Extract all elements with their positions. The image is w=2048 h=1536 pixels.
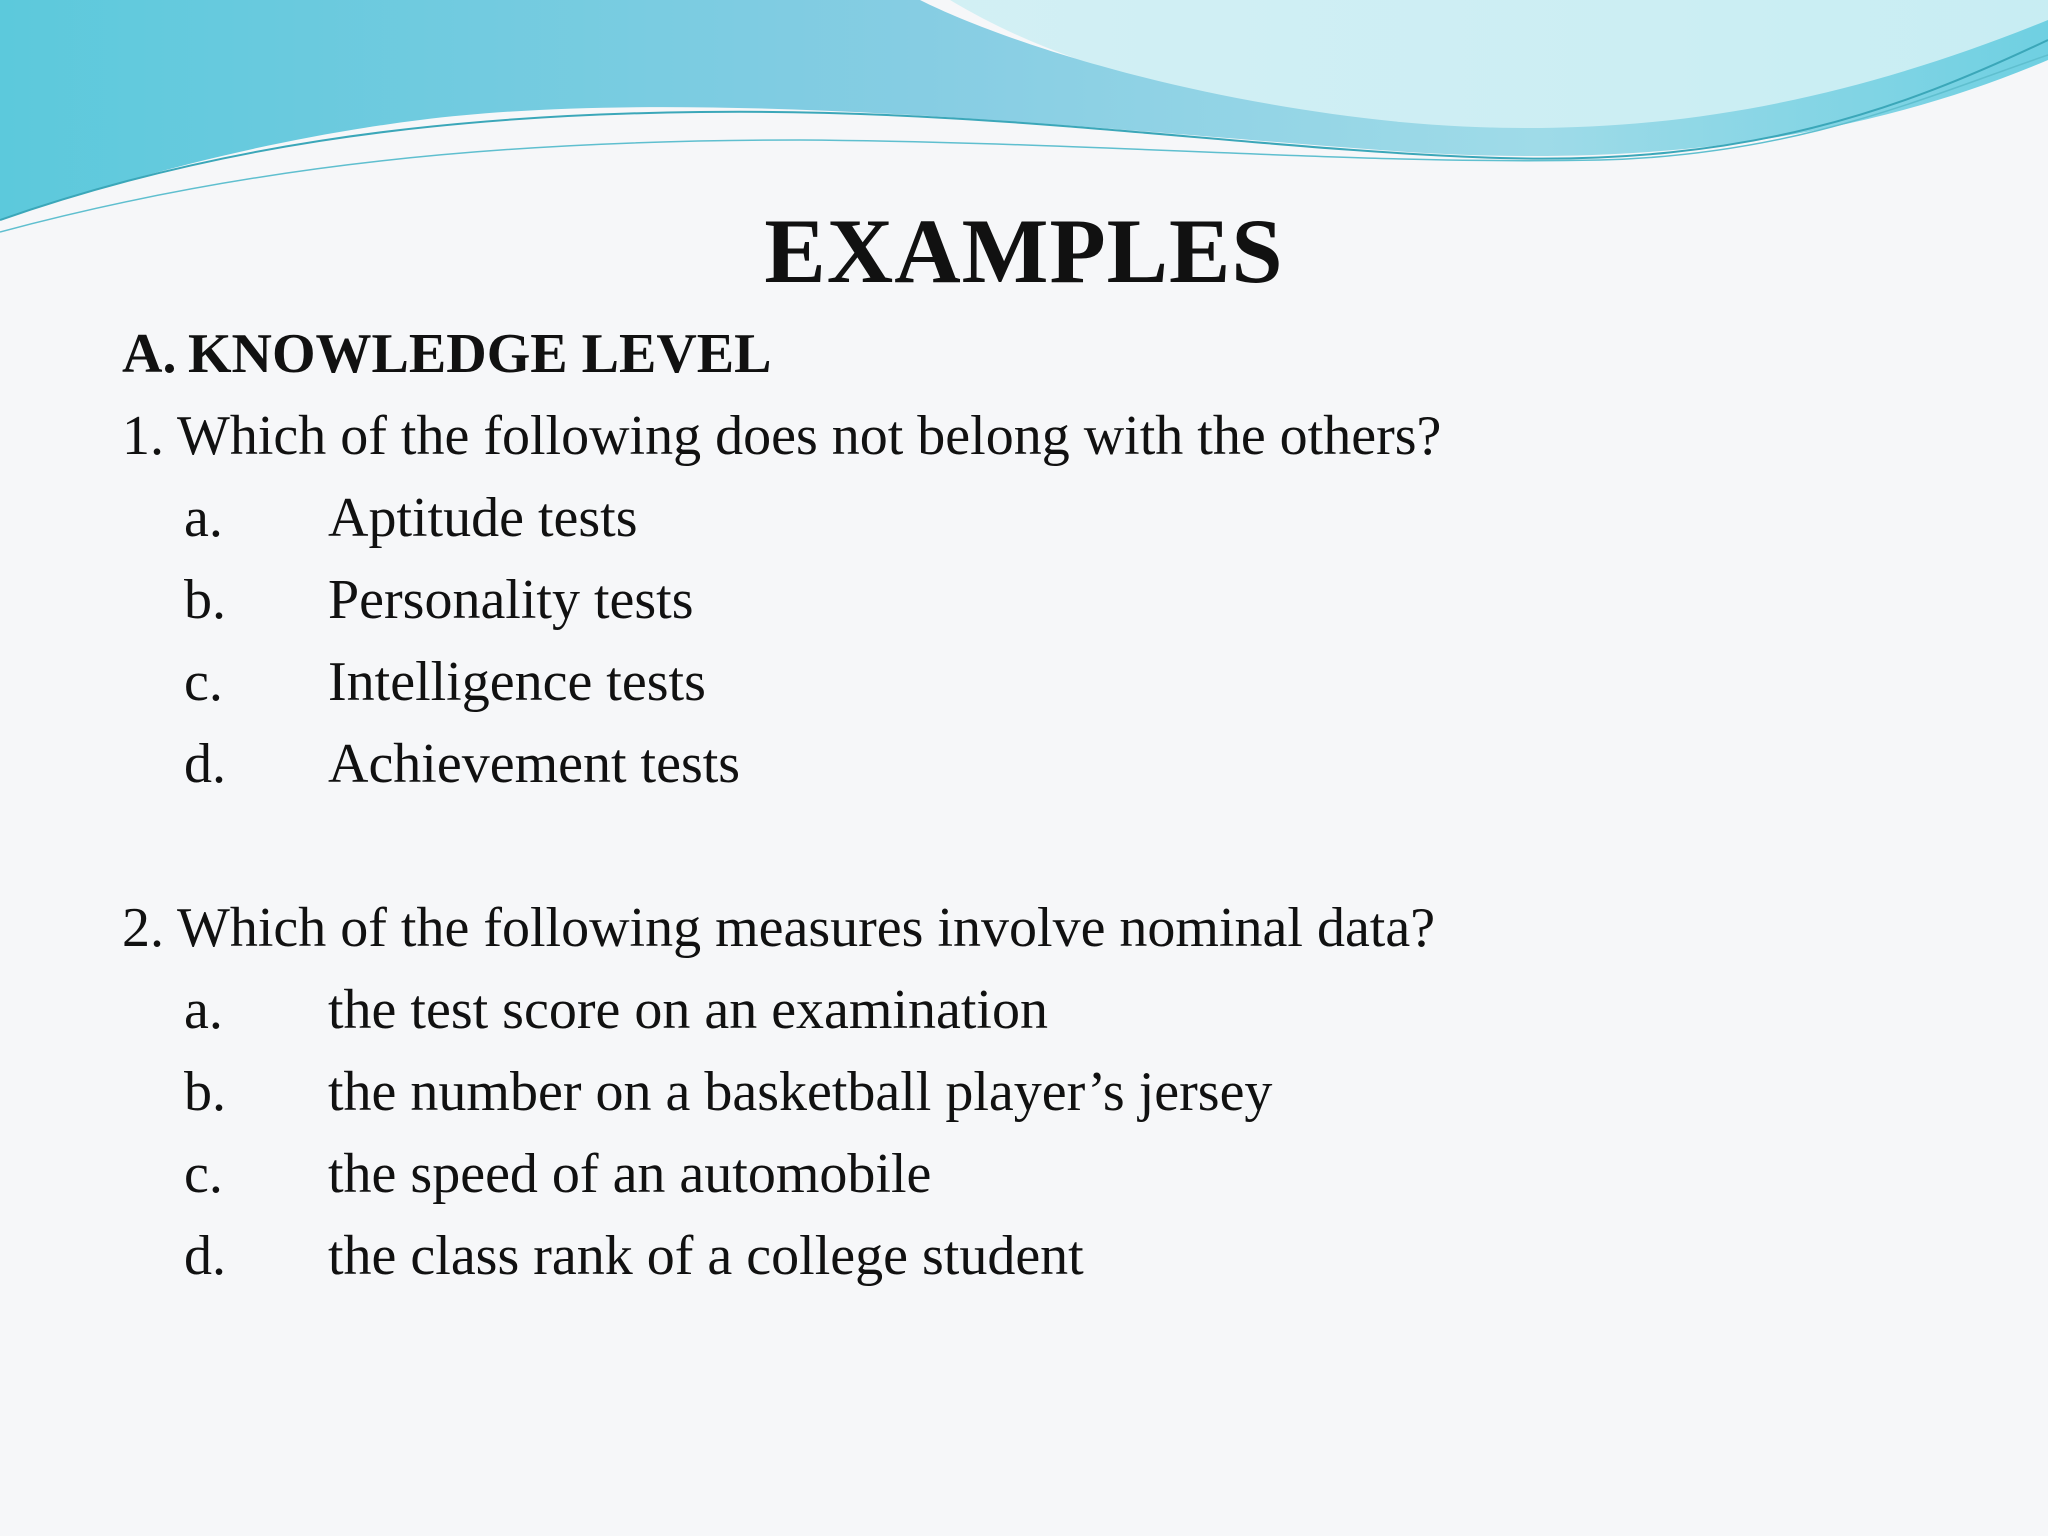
option-text: Aptitude tests (328, 487, 638, 549)
option-letter: d. (184, 733, 226, 795)
section-heading-text: KNOWLEDGE LEVEL (188, 323, 772, 385)
question-2: 2. Which of the following measures involve nominal data? (122, 897, 1436, 959)
option-letter: d. (184, 1225, 226, 1287)
option-letter: c. (184, 651, 223, 713)
section-heading (122, 322, 771, 386)
question-2-option-a (184, 978, 1048, 1042)
section-letter: A. (122, 323, 177, 385)
question-1-option-d (184, 732, 740, 796)
question-2-option-c (184, 1142, 931, 1206)
question-1: 1. Which of the following does not belong with the others? (122, 405, 1442, 467)
option-letter: a. (184, 487, 223, 549)
slide-title-text: EXAMPLES (764, 200, 1284, 302)
option-letter: c. (184, 1143, 223, 1205)
option-text: the test score on an examination (328, 979, 1048, 1041)
option-letter: a. (184, 979, 223, 1041)
option-text: Achievement tests (328, 733, 741, 795)
question-2-option-d (184, 1224, 1084, 1288)
question-2-option-b (184, 1060, 1272, 1124)
option-letter: b. (184, 569, 226, 631)
option-letter: b. (184, 1061, 226, 1123)
question-1-option-b (184, 568, 694, 632)
option-text: Intelligence tests (328, 651, 706, 713)
option-text: the class rank of a college student (328, 1225, 1084, 1287)
question-1-option-c (184, 650, 706, 714)
option-text: the number on a basketball player’s jersey (328, 1061, 1273, 1123)
question-1-option-a (184, 486, 638, 550)
option-text: Personality tests (328, 569, 694, 631)
option-text: the speed of an automobile (328, 1143, 932, 1205)
slide-title (0, 198, 2048, 304)
